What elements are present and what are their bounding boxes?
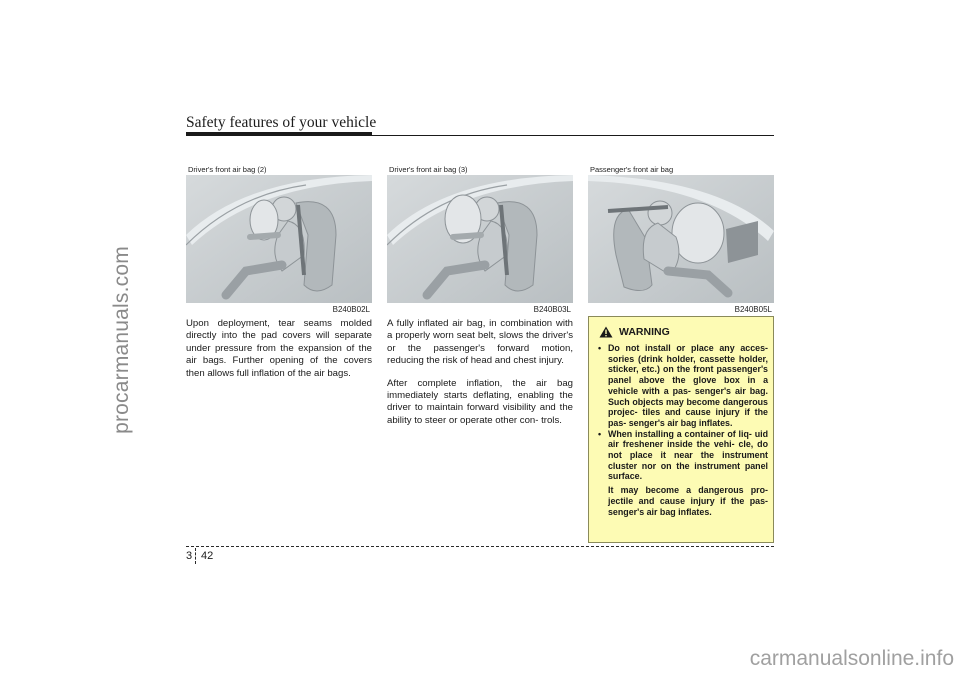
page-number-separator [195, 548, 196, 564]
figure-code: B240B05L [734, 305, 772, 314]
warning-item: • Do not install or place any acces- sories (drink holder, cassette holder, sticker, etc.) on the front passenger's panel above the glove box in a vehicle with a pas- senger's air bag. Such objects may become dangerous projec- tiles and cause injury if the pas- senger's air bag inflates. [598, 343, 768, 429]
paragraph: A fully inflated air bag, in combination with a properly worn seat belt, slows the driver's or the passenger's forward motion, reducing the risk of head and chest injury. [387, 318, 573, 367]
warning-triangle-icon [599, 326, 613, 338]
warning-title: WARNING [619, 326, 670, 338]
paragraph: After complete inflation, the air bag immediately starts deflating, enabling the driver to maintain forward visibility and the ability to steer or operate other con- trols. [387, 377, 573, 426]
column-2-text [387, 318, 573, 437]
warning-list [598, 343, 768, 517]
warning-header [599, 325, 670, 339]
watermark-procarmanuals: procarmanuals.com [110, 246, 133, 434]
passenger-airbag-illustration [588, 175, 774, 303]
figure-caption: Driver's front air bag (3) [389, 165, 468, 174]
driver-airbag-partial-illustration [186, 175, 372, 303]
footer-rule [186, 546, 774, 547]
paragraph: Upon deployment, tear seams molded directly into the pad covers will separate under pressure from the expansion of the air bags. Further opening of the covers then allows full inflation of the air bags. [186, 318, 372, 379]
watermark-carmanualsonline: carmanualsonline.info [749, 647, 954, 670]
figure-passenger-airbag [588, 165, 774, 315]
header-rule [372, 135, 774, 136]
figure-driver-airbag-3 [387, 165, 573, 315]
warning-box [588, 316, 774, 543]
column-1-text [186, 318, 372, 390]
figure-caption: Driver's front air bag (2) [188, 165, 267, 174]
page-number: 42 [201, 550, 214, 562]
page-header-title: Safety features of your vehicle [186, 114, 377, 131]
header-bar [186, 132, 372, 136]
driver-airbag-full-illustration [387, 175, 573, 303]
figure-driver-airbag-2 [186, 165, 372, 315]
figure-code: B240B03L [533, 305, 571, 314]
figure-code: B240B02L [332, 305, 370, 314]
warning-item: • When installing a container of liq- uid air freshener inside the vehi- cle, do not place it near the instrument cluster nor on the instrument panel surface. It may become a dangerous pro- jectile and cause injury if the pas- senger's air bag inflates. [598, 429, 768, 518]
figure-caption: Passenger's front air bag [590, 165, 674, 174]
warning-item-continued: It may become a dangerous pro- jectile and cause injury if the pas- senger's air bag inflates. [608, 485, 768, 517]
section-number: 3 [186, 550, 193, 562]
